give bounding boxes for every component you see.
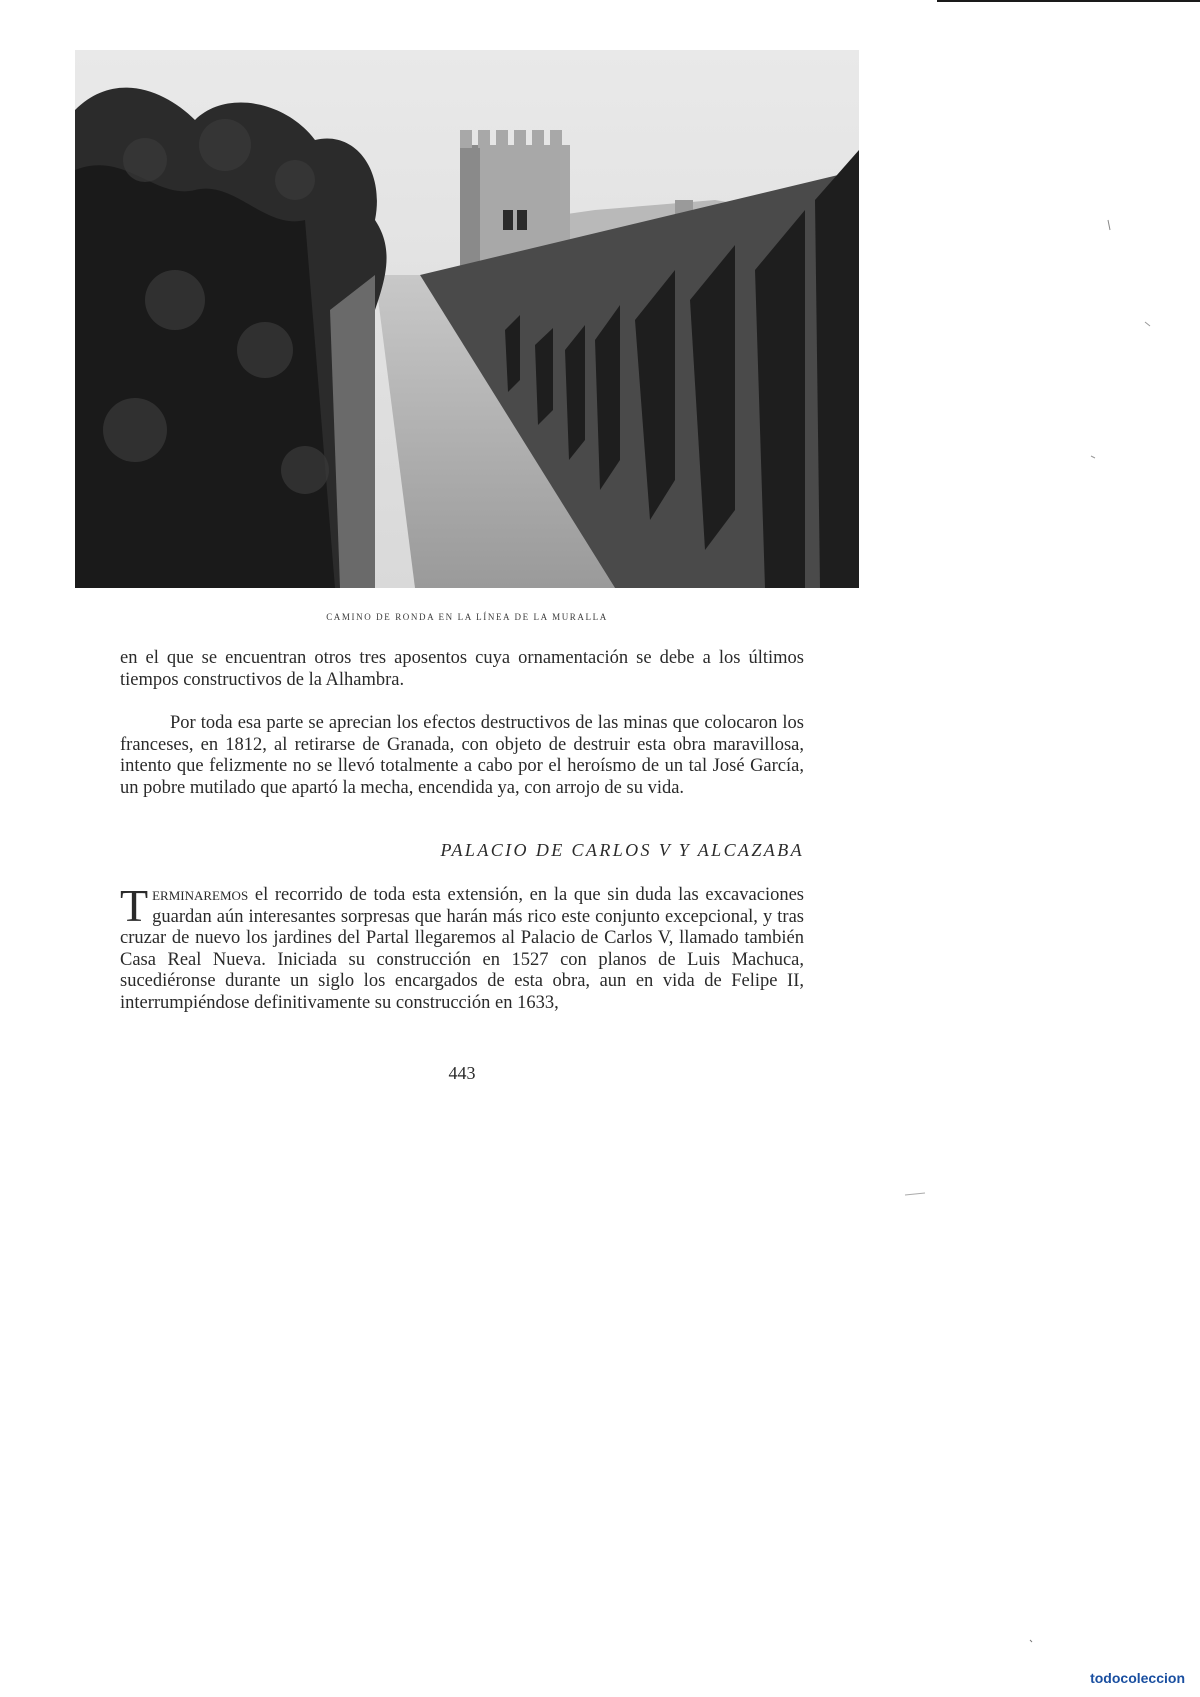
paragraph-continuation bbox=[120, 648, 804, 691]
wall-walkway-photo bbox=[75, 50, 859, 588]
section-paragraph bbox=[120, 880, 804, 1014]
section-heading: PALACIO DE CARLOS V Y ALCAZABA bbox=[440, 840, 804, 860]
paragraph-2-text: Por toda esa parte se aprecian los efectos destructivos de las minas que colocaron los franceses, en 1812, al retirarse de Granada, con objeto de destruir esta obra maravillosa, intento que felizmente no se llevó totalmente a cabo por el heroísmo de un tal José García, un pobre mutilado que apartó la mecha, encendida ya, con arrojo de su vida. bbox=[120, 713, 804, 798]
top-edge-rule bbox=[937, 0, 1200, 2]
watermark-logo: todocoleccion bbox=[1090, 1670, 1185, 1686]
photo-illustration bbox=[75, 50, 859, 588]
paragraph-mines bbox=[120, 713, 804, 799]
section-paragraph-body: el recorrido de toda esta extensión, en la que sin duda las excavaciones guardan aún interesantes sorpresas que harán más rico este conjunto excepcional, y tras cruzar de nuevo los jardines del Partal llegaremos al Palacio de Carlos V, llamado también Casa Real Nueva. Iniciada su construcción en 1527 con planos de Luis Machuca, sucediéronse durante un siglo los encargados de esta obra, aun en vida de Felipe II, interrumpiéndose definitivamente su construcción en 1633, bbox=[120, 885, 804, 1013]
paragraph-1-text: en el que se encuentran otros tres aposentos cuya ornamentación se debe a los últimos tiempos constructivos de la Alhambra. bbox=[120, 648, 804, 690]
figure-caption: CAMINO DE RONDA EN LA LÍNEA DE LA MURALLA bbox=[326, 612, 608, 622]
page-number: 443 bbox=[448, 1063, 476, 1083]
drop-cap: T bbox=[120, 880, 149, 931]
lead-word: erminaremos bbox=[152, 885, 249, 905]
